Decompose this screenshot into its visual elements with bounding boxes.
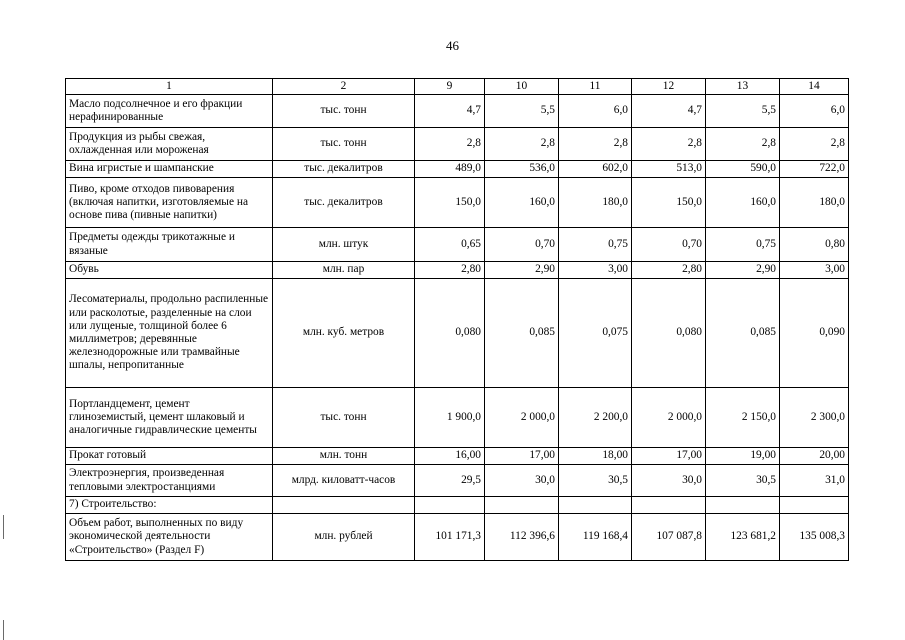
unit-cell: млн. рублей (273, 514, 415, 561)
empty-cell (415, 497, 485, 514)
value-cell: 18,00 (559, 448, 632, 465)
empty-cell (706, 497, 780, 514)
value-cell: 2,80 (415, 262, 485, 279)
value-cell: 5,5 (485, 95, 559, 128)
value-cell: 180,0 (559, 178, 632, 228)
table-row (66, 262, 849, 279)
header-cell: 13 (706, 79, 780, 95)
value-cell: 3,00 (559, 262, 632, 279)
value-cell: 19,00 (706, 448, 780, 465)
unit-cell: тыс. тонн (273, 95, 415, 128)
value-cell: 2 200,0 (559, 388, 632, 448)
value-cell: 150,0 (632, 178, 706, 228)
product-name-cell: Обувь (66, 262, 273, 279)
empty-cell (632, 497, 706, 514)
page-number: 46 (446, 38, 459, 53)
table-row (66, 161, 849, 178)
empty-cell (780, 497, 849, 514)
table-row (66, 128, 849, 161)
product-name-cell: Электроэнергия, произведенная тепловыми электростанциями (66, 465, 273, 497)
unit-cell: тыс. декалитров (273, 178, 415, 228)
unit-cell: тыс. тонн (273, 388, 415, 448)
product-name-cell: Предметы одежды трикотажные и вязаные (66, 228, 273, 262)
value-cell: 30,0 (632, 465, 706, 497)
empty-cell (485, 497, 559, 514)
value-cell: 29,5 (415, 465, 485, 497)
value-cell: 2 300,0 (780, 388, 849, 448)
table-row (66, 388, 849, 448)
value-cell: 2,8 (706, 128, 780, 161)
unit-cell: млн. куб. метров (273, 279, 415, 388)
value-cell: 112 396,6 (485, 514, 559, 561)
value-cell: 30,5 (706, 465, 780, 497)
value-cell: 101 171,3 (415, 514, 485, 561)
table-row (66, 448, 849, 465)
value-cell: 513,0 (632, 161, 706, 178)
value-cell: 16,00 (415, 448, 485, 465)
header-cell: 1 (66, 79, 273, 95)
product-name-cell: Прокат готовый (66, 448, 273, 465)
value-cell: 30,5 (559, 465, 632, 497)
value-cell: 2,80 (632, 262, 706, 279)
value-cell: 2,90 (485, 262, 559, 279)
header-cell: 2 (273, 79, 415, 95)
value-cell: 722,0 (780, 161, 849, 178)
value-cell: 160,0 (485, 178, 559, 228)
header-cell: 12 (632, 79, 706, 95)
value-cell: 2,8 (485, 128, 559, 161)
unit-cell: млн. пар (273, 262, 415, 279)
header-cell: 11 (559, 79, 632, 95)
table-row (66, 279, 849, 388)
value-cell: 0,085 (485, 279, 559, 388)
value-cell: 2,8 (559, 128, 632, 161)
table-row (66, 465, 849, 497)
product-name-cell: Продукция из рыбы свежая, охлажденная или мороженая (66, 128, 273, 161)
margin-mark-bottom (3, 620, 4, 640)
value-cell: 3,00 (780, 262, 849, 279)
value-cell: 17,00 (485, 448, 559, 465)
value-cell: 4,7 (632, 95, 706, 128)
table-header-row (66, 79, 849, 95)
product-name-cell: Пиво, кроме отходов пивоварения (включая напитки, изготовляемые на основе пива (пивные напитки) (66, 178, 273, 228)
header-cell: 14 (780, 79, 849, 95)
header-cell: 10 (485, 79, 559, 95)
value-cell: 2,8 (632, 128, 706, 161)
value-cell: 0,080 (415, 279, 485, 388)
value-cell: 107 087,8 (632, 514, 706, 561)
product-name-cell: Портландцемент, цемент глиноземистый, цемент шлаковый и аналогичные гидравлические цементы (66, 388, 273, 448)
unit-cell: млрд. киловатт-часов (273, 465, 415, 497)
value-cell: 0,075 (559, 279, 632, 388)
section-row (66, 497, 849, 514)
value-cell: 123 681,2 (706, 514, 780, 561)
value-cell: 0,090 (780, 279, 849, 388)
value-cell: 150,0 (415, 178, 485, 228)
value-cell: 4,7 (415, 95, 485, 128)
table-row (66, 178, 849, 228)
unit-cell: млн. штук (273, 228, 415, 262)
value-cell: 590,0 (706, 161, 780, 178)
value-cell: 2,8 (415, 128, 485, 161)
value-cell: 17,00 (632, 448, 706, 465)
value-cell: 2 150,0 (706, 388, 780, 448)
value-cell: 6,0 (559, 95, 632, 128)
value-cell: 0,75 (706, 228, 780, 262)
value-cell: 489,0 (415, 161, 485, 178)
value-cell: 0,080 (632, 279, 706, 388)
empty-cell (559, 497, 632, 514)
product-name-cell: Лесоматериалы, продольно распиленные или расколотые, разделенные на слои или лущеные, толщиной более 6 миллиметров; деревянные железнодорожные или трамвайные шпалы, непропитанные (66, 279, 273, 388)
value-cell: 20,00 (780, 448, 849, 465)
value-cell: 31,0 (780, 465, 849, 497)
value-cell: 602,0 (559, 161, 632, 178)
product-name-cell: Объем работ, выполненных по виду экономической деятельности «Строительство» (Раздел F) (66, 514, 273, 561)
value-cell: 160,0 (706, 178, 780, 228)
value-cell: 6,0 (780, 95, 849, 128)
value-cell: 0,65 (415, 228, 485, 262)
value-cell: 0,70 (632, 228, 706, 262)
product-name-cell: Вина игристые и шампанские (66, 161, 273, 178)
value-cell: 0,085 (706, 279, 780, 388)
section-title-cell: 7) Строительство: (66, 497, 273, 514)
value-cell: 5,5 (706, 95, 780, 128)
value-cell: 2,8 (780, 128, 849, 161)
product-name-cell: Масло подсолнечное и его фракции нерафинированные (66, 95, 273, 128)
unit-cell: млн. тонн (273, 448, 415, 465)
value-cell: 2,90 (706, 262, 780, 279)
value-cell: 180,0 (780, 178, 849, 228)
margin-mark-top (3, 515, 4, 539)
table-row (66, 514, 849, 561)
unit-cell: тыс. тонн (273, 128, 415, 161)
value-cell: 0,75 (559, 228, 632, 262)
value-cell: 0,70 (485, 228, 559, 262)
value-cell: 135 008,3 (780, 514, 849, 561)
value-cell: 0,80 (780, 228, 849, 262)
table-row (66, 228, 849, 262)
value-cell: 30,0 (485, 465, 559, 497)
value-cell: 2 000,0 (485, 388, 559, 448)
unit-cell: тыс. декалитров (273, 161, 415, 178)
production-forecast-table (65, 78, 849, 561)
value-cell: 2 000,0 (632, 388, 706, 448)
value-cell: 536,0 (485, 161, 559, 178)
table-row (66, 95, 849, 128)
value-cell: 119 168,4 (559, 514, 632, 561)
header-cell: 9 (415, 79, 485, 95)
empty-cell (273, 497, 415, 514)
value-cell: 1 900,0 (415, 388, 485, 448)
